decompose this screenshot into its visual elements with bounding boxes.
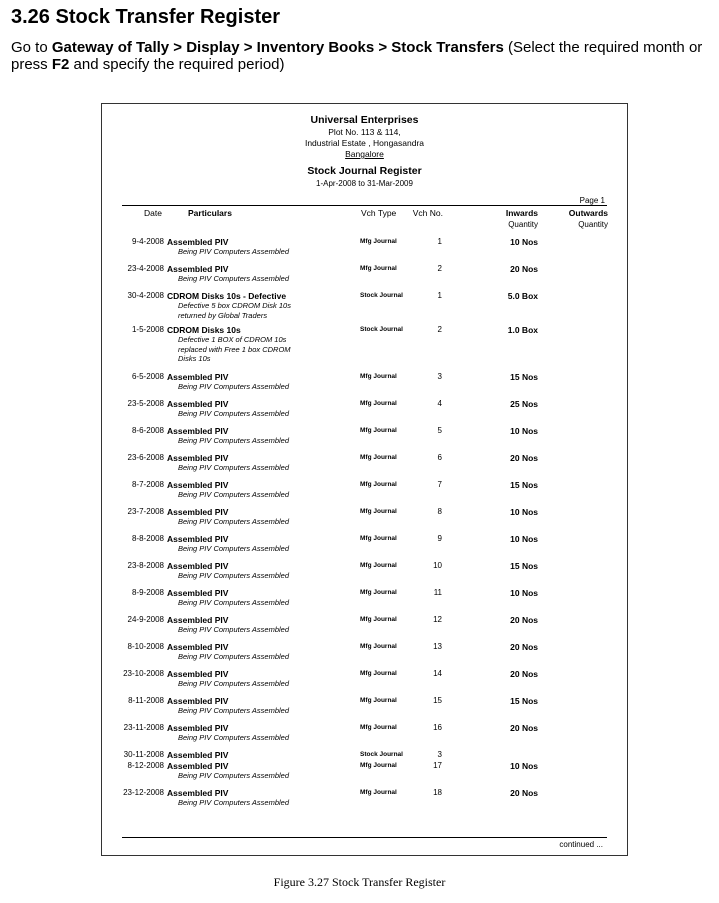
row-item-name: Assembled PIV: [167, 761, 229, 771]
row-inwards-quantity: 5.0 Box: [507, 291, 538, 301]
row-date: 23-7-2008: [127, 507, 164, 516]
row-voucher-type: Mfg Journal: [360, 589, 397, 596]
row-voucher-number: 3: [437, 372, 442, 381]
row-inwards-quantity: 15 Nos: [510, 696, 538, 706]
row-date: 8-7-2008: [131, 480, 164, 489]
page-number: Page 1: [579, 196, 605, 205]
row-narration: Being PIV Computers Assembled: [178, 247, 290, 256]
row-item-name: Assembled PIV: [167, 480, 229, 490]
row-voucher-type: Mfg Journal: [360, 535, 397, 542]
row-item-name: Assembled PIV: [167, 696, 229, 706]
row-narration: Being PIV Computers Assembled: [178, 598, 290, 607]
row-inwards-quantity: 20 Nos: [510, 723, 538, 733]
row-narration: Being PIV Computers Assembled: [178, 571, 290, 580]
row-voucher-type: Mfg Journal: [360, 643, 397, 650]
row-item-name: Assembled PIV: [167, 264, 229, 274]
company-address-line3: Bangalore: [345, 149, 384, 159]
row-item-name: Assembled PIV: [167, 561, 229, 571]
row-date: 8-11-2008: [128, 696, 164, 705]
row-narration: Being PIV Computers Assembled: [178, 706, 290, 715]
row-voucher-number: 12: [433, 615, 442, 624]
row-date: 23-10-2008: [123, 669, 164, 678]
row-voucher-number: 8: [437, 507, 442, 516]
row-item-name: Assembled PIV: [167, 615, 229, 625]
row-voucher-number: 13: [433, 642, 442, 651]
row-voucher-type: Mfg Journal: [360, 400, 397, 407]
figure-caption: Figure 3.27 Stock Transfer Register: [273, 875, 446, 889]
row-inwards-quantity: 20 Nos: [510, 264, 538, 274]
row-narration: Defective 5 box CDROM Disk 10s returned by Global Traders: [178, 301, 291, 320]
row-item-name: CDROM Disks 10s - Defective: [167, 291, 287, 301]
row-item-name: Assembled PIV: [167, 642, 229, 652]
instruction-after-path: (Select the required month or press: [11, 39, 703, 73]
row-voucher-type: Mfg Journal: [360, 373, 397, 380]
row-voucher-number: 6: [437, 453, 442, 462]
report-title: Stock Journal Register: [307, 165, 422, 177]
row-date: 6-5-2008: [131, 372, 164, 381]
row-inwards-quantity: 15 Nos: [510, 480, 538, 490]
row-voucher-type: Mfg Journal: [360, 265, 397, 272]
continued-note: continued ...: [559, 840, 603, 849]
row-item-name: Assembled PIV: [167, 750, 229, 760]
row-voucher-type: Mfg Journal: [360, 481, 397, 488]
column-header-vch-type: Vch Type: [361, 208, 397, 218]
row-date: 30-4-2008: [127, 291, 164, 300]
row-narration: Being PIV Computers Assembled: [178, 436, 290, 445]
column-header-date: Date: [144, 208, 162, 218]
row-inwards-quantity: 20 Nos: [510, 788, 538, 798]
column-subheader-inwards-quantity: Quantity: [508, 220, 538, 229]
row-narration: Being PIV Computers Assembled: [178, 798, 290, 807]
row-voucher-number: 2: [437, 264, 442, 273]
row-voucher-number: 1: [437, 291, 442, 300]
column-header-inwards: Inwards: [505, 208, 538, 218]
row-date: 24-9-2008: [127, 615, 164, 624]
row-voucher-type: Mfg Journal: [360, 427, 397, 434]
row-date: 23-12-2008: [123, 788, 164, 797]
row-narration: Being PIV Computers Assembled: [178, 652, 290, 661]
row-voucher-type: Mfg Journal: [360, 697, 397, 704]
row-voucher-number: 11: [433, 588, 442, 597]
row-voucher-number: 17: [433, 761, 442, 770]
row-inwards-quantity: 25 Nos: [510, 399, 538, 409]
row-item-name: Assembled PIV: [167, 534, 229, 544]
company-address-line1: Plot No. 113 & 114,: [328, 127, 401, 137]
row-narration: Being PIV Computers Assembled: [178, 517, 290, 526]
row-voucher-type: Stock Journal: [360, 326, 403, 333]
row-date: 23-8-2008: [127, 561, 164, 570]
row-voucher-number: 7: [437, 480, 442, 489]
row-voucher-type: Mfg Journal: [360, 789, 397, 796]
column-header-particulars: Particulars: [188, 208, 232, 218]
footer-rule: [122, 837, 607, 838]
instruction-menu-path: Gateway of Tally > Display > Inventory Books > Stock Transfers: [51, 39, 504, 56]
instruction-end: and specify the required period): [69, 56, 285, 73]
row-voucher-type: Mfg Journal: [360, 508, 397, 515]
row-voucher-number: 3: [437, 750, 442, 759]
row-voucher-type: Mfg Journal: [360, 454, 397, 461]
row-item-name: Assembled PIV: [167, 237, 229, 247]
row-item-name: Assembled PIV: [167, 588, 229, 598]
row-item-name: Assembled PIV: [167, 669, 229, 679]
row-narration: Being PIV Computers Assembled: [178, 771, 290, 780]
row-date: 8-8-2008: [131, 534, 164, 543]
column-header-outwards: Outwards: [568, 208, 608, 218]
report-period: 1-Apr-2008 to 31-Mar-2009: [316, 179, 413, 188]
row-narration: Being PIV Computers Assembled: [178, 625, 290, 634]
section-heading: 3.26 Stock Transfer Register: [11, 6, 281, 28]
row-inwards-quantity: 10 Nos: [510, 426, 538, 436]
row-voucher-number: 15: [433, 696, 442, 705]
row-voucher-type: Mfg Journal: [360, 670, 397, 677]
column-header-vch-no: Vch No.: [412, 208, 443, 218]
row-inwards-quantity: 15 Nos: [510, 561, 538, 571]
row-date: 8-12-2008: [127, 761, 164, 770]
row-item-name: Assembled PIV: [167, 788, 229, 798]
row-narration: Being PIV Computers Assembled: [178, 274, 290, 283]
row-voucher-number: 9: [437, 534, 442, 543]
row-inwards-quantity: 20 Nos: [510, 453, 538, 463]
row-date: 1-5-2008: [131, 325, 164, 334]
row-narration: Being PIV Computers Assembled: [178, 544, 290, 553]
row-voucher-number: 18: [433, 788, 442, 797]
row-voucher-type: Mfg Journal: [360, 724, 397, 731]
row-date: 30-11-2008: [123, 750, 164, 759]
row-item-name: Assembled PIV: [167, 507, 229, 517]
row-narration: Being PIV Computers Assembled: [178, 463, 290, 472]
row-voucher-number: 14: [433, 669, 442, 678]
row-inwards-quantity: 20 Nos: [510, 615, 538, 625]
row-inwards-quantity: 10 Nos: [510, 507, 538, 517]
row-narration: Being PIV Computers Assembled: [178, 679, 290, 688]
row-item-name: Assembled PIV: [167, 723, 229, 733]
header-rule: [122, 205, 607, 206]
row-voucher-type: Mfg Journal: [360, 562, 397, 569]
row-narration: Being PIV Computers Assembled: [178, 490, 290, 499]
row-voucher-number: 4: [437, 399, 442, 408]
row-voucher-number: 2: [437, 325, 442, 334]
row-date: 8-10-2008: [127, 642, 164, 651]
row-voucher-type: Mfg Journal: [360, 616, 397, 623]
row-voucher-type: Stock Journal: [360, 292, 403, 299]
row-inwards-quantity: 10 Nos: [510, 237, 538, 247]
row-inwards-quantity: 20 Nos: [510, 669, 538, 679]
row-item-name: Assembled PIV: [167, 426, 229, 436]
row-item-name: Assembled PIV: [167, 453, 229, 463]
stock-journal-register-report: [101, 103, 628, 856]
row-date: 23-6-2008: [127, 453, 164, 462]
row-date: 9-4-2008: [131, 237, 164, 246]
row-voucher-number: 5: [437, 426, 442, 435]
row-narration: Being PIV Computers Assembled: [178, 733, 290, 742]
row-inwards-quantity: 1.0 Box: [507, 325, 538, 335]
row-date: 8-6-2008: [131, 426, 164, 435]
row-voucher-type: Mfg Journal: [360, 762, 397, 769]
row-inwards-quantity: 10 Nos: [510, 588, 538, 598]
row-voucher-number: 1: [437, 237, 442, 246]
row-inwards-quantity: 15 Nos: [510, 372, 538, 382]
row-voucher-type: Stock Journal: [360, 751, 403, 758]
row-date: 23-4-2008: [127, 264, 164, 273]
row-date: 23-5-2008: [127, 399, 164, 408]
company-name: Universal Enterprises: [310, 114, 419, 126]
row-date: 23-11-2008: [123, 723, 164, 732]
row-narration: Being PIV Computers Assembled: [178, 409, 290, 418]
row-inwards-quantity: 10 Nos: [510, 534, 538, 544]
row-inwards-quantity: 20 Nos: [510, 642, 538, 652]
row-item-name: CDROM Disks 10s: [167, 325, 241, 335]
row-date: 8-9-2008: [131, 588, 164, 597]
row-item-name: Assembled PIV: [167, 372, 229, 382]
row-item-name: Assembled PIV: [167, 399, 229, 409]
instruction-key: F2: [51, 56, 70, 73]
navigation-instruction: [11, 39, 711, 73]
row-inwards-quantity: 10 Nos: [510, 761, 538, 771]
row-voucher-type: Mfg Journal: [360, 238, 397, 245]
instruction-go-to: Go to: [11, 39, 52, 56]
row-voucher-number: 10: [433, 561, 442, 570]
column-subheader-outwards-quantity: Quantity: [578, 220, 608, 229]
row-narration: Defective 1 BOX of CDROM 10s replaced with Free 1 box CDROM Disks 10s: [178, 335, 291, 363]
row-voucher-number: 16: [433, 723, 442, 732]
row-narration: Being PIV Computers Assembled: [178, 382, 290, 391]
company-address-line2: Industrial Estate , Hongasandra: [304, 138, 425, 148]
